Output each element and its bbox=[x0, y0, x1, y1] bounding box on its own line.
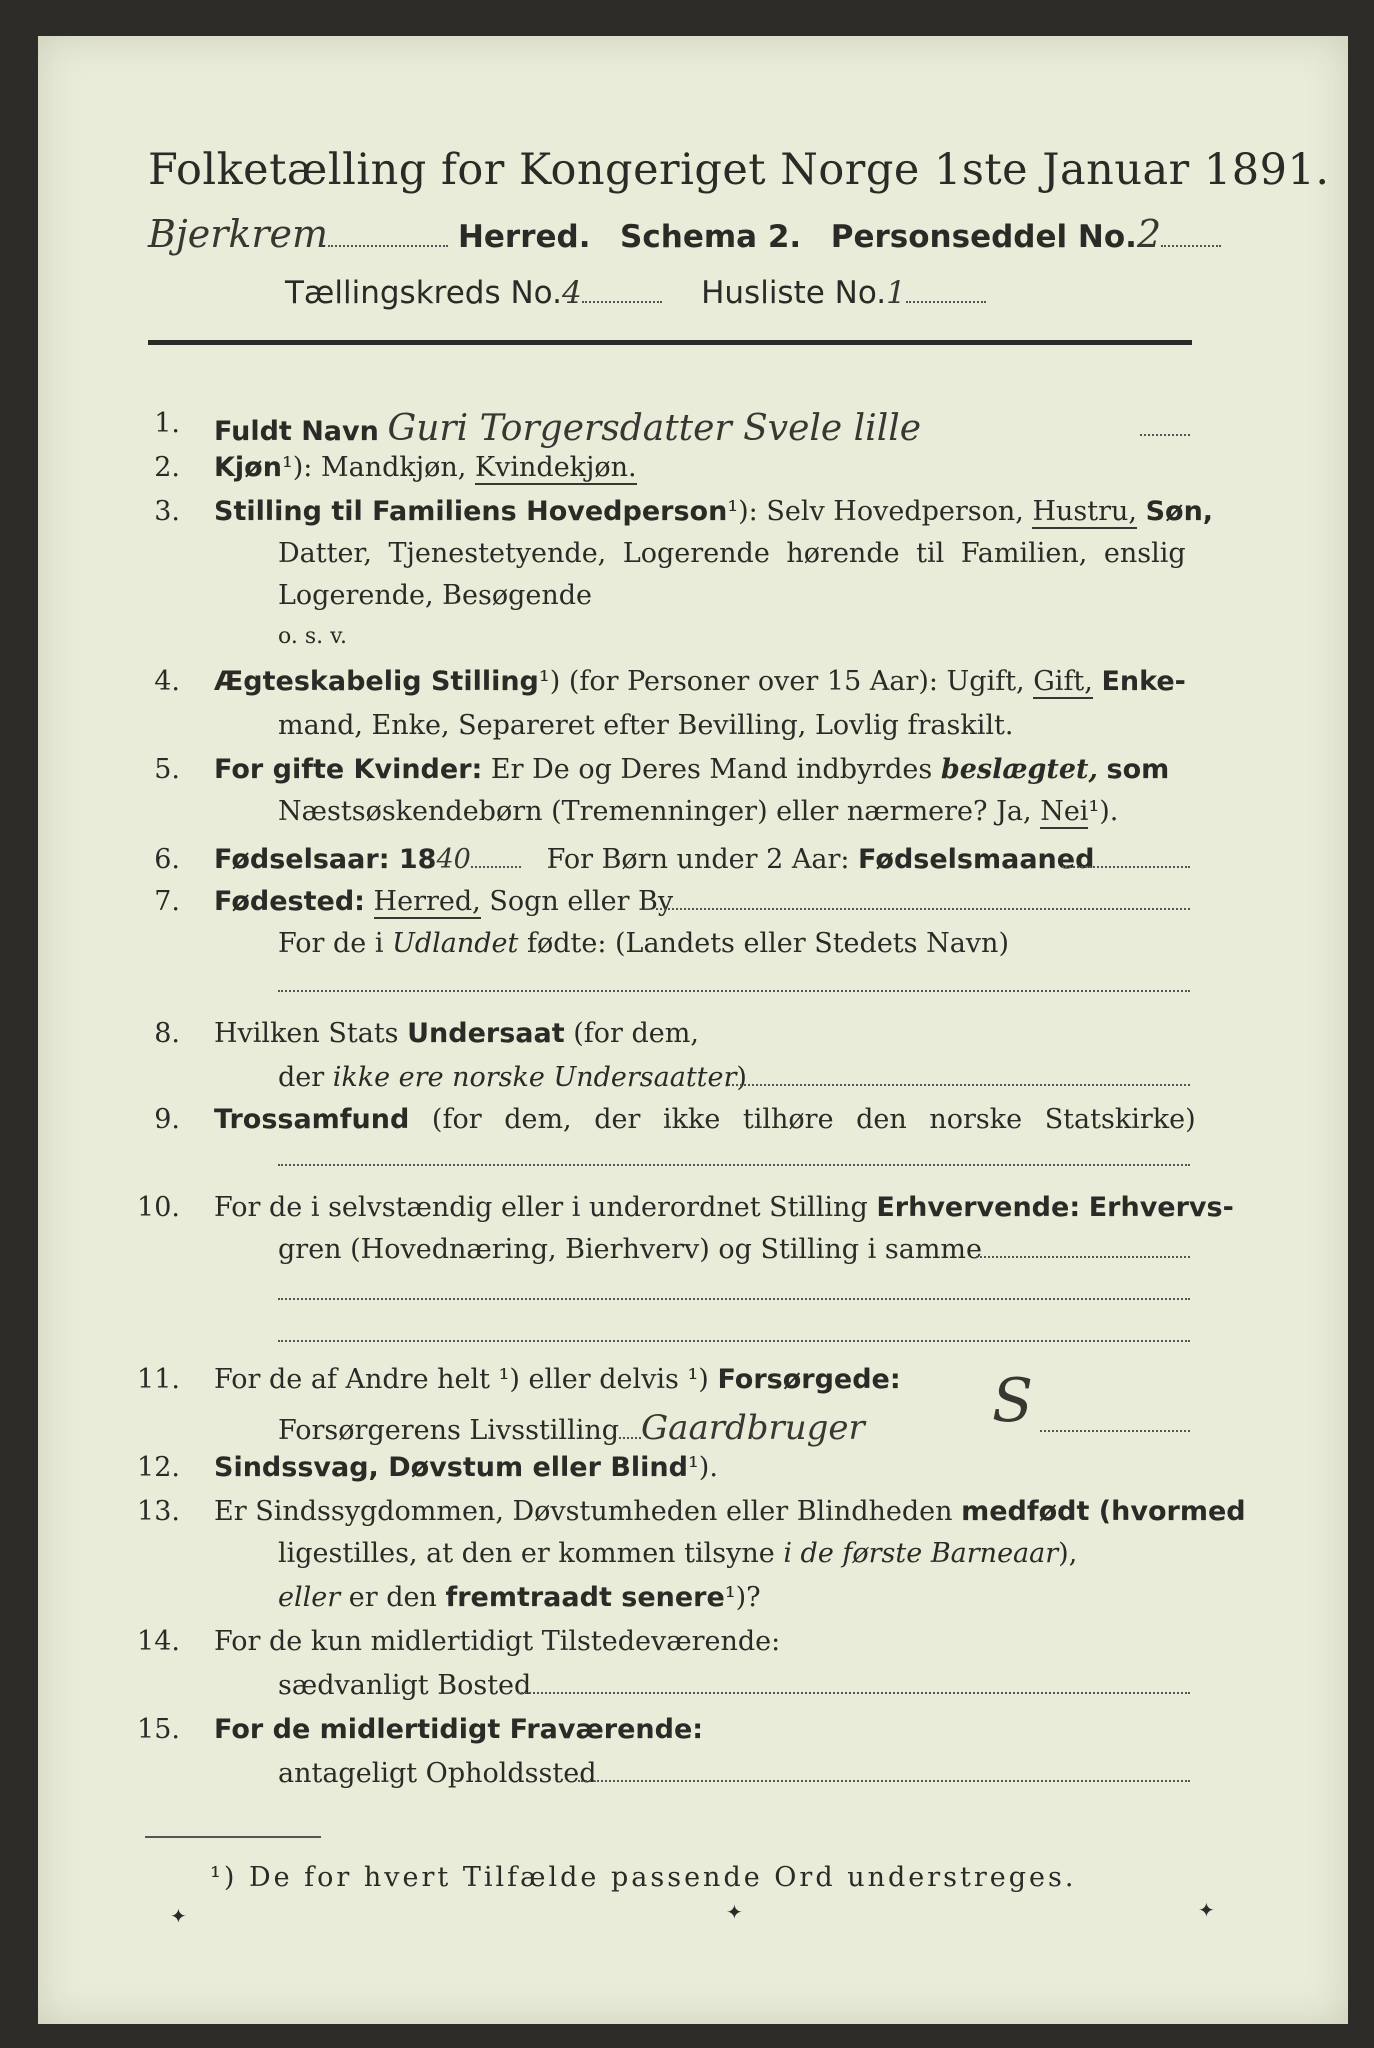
fill-line bbox=[1040, 1428, 1190, 1432]
fill-line bbox=[278, 1338, 1190, 1342]
fill-line bbox=[578, 1778, 1190, 1782]
item-7-continuation: For de i Udlandet fødte: (Landets eller Stedets Navn) bbox=[278, 928, 1009, 959]
item-8-continuation: der ikke ere norske Undersaatter) bbox=[278, 1062, 747, 1093]
item-label: Ægteskabelig Stilling bbox=[214, 666, 539, 697]
item-13-continuation: eller er den fremtraadt senere¹)? bbox=[278, 1582, 761, 1613]
underlined-choice: Herred, bbox=[373, 886, 481, 917]
item-number: 11. bbox=[137, 1364, 180, 1395]
punch-mark: ✦ bbox=[726, 1900, 743, 1924]
item-number: 1. bbox=[154, 408, 180, 439]
fill-line bbox=[728, 1082, 1190, 1086]
item-number: 15. bbox=[137, 1714, 180, 1745]
fill-line bbox=[1062, 864, 1190, 868]
footnote-divider bbox=[145, 1836, 321, 1838]
footnote: ¹) De for hvert Tilfælde passende Ord understreges. bbox=[210, 1862, 1077, 1893]
provider-occupation-value: Gaardbruger bbox=[641, 1408, 865, 1448]
item-9: Trossamfund (for dem, der ikke tilhøre den norske Statskirke) bbox=[214, 1104, 1196, 1135]
birth-year-value: 40 bbox=[436, 844, 471, 875]
item-label: For gifte Kvinder: bbox=[214, 754, 483, 785]
husliste-label: Husliste No. bbox=[701, 275, 887, 311]
item-15-continuation: antageligt Opholdssted bbox=[278, 1758, 597, 1789]
item-number: 4. bbox=[154, 666, 180, 697]
item-number: 10. bbox=[137, 1192, 180, 1223]
item-14-continuation: sædvanligt Bosted bbox=[278, 1670, 532, 1701]
item-label: Trossamfund bbox=[214, 1104, 410, 1135]
herred-value: Bjerkrem bbox=[148, 212, 329, 256]
kreds-label: Tællingskreds No. bbox=[285, 275, 562, 311]
item-label: For de midlertidigt Fraværende: bbox=[214, 1714, 704, 1745]
item-5-continuation: Næstsøskendebørn (Tremenninger) eller nærmere? Ja, Nei¹). bbox=[278, 796, 1119, 827]
personseddel-label: Personseddel No. bbox=[830, 219, 1137, 255]
item-label: Fuldt Navn bbox=[214, 416, 379, 447]
item-3-continuation: Datter, Tjenestetyende, Logerende hørende til Familien, enslig bbox=[278, 538, 1186, 569]
item-3-continuation: o. s. v. bbox=[278, 624, 347, 649]
punch-mark: ✦ bbox=[1198, 1898, 1215, 1922]
item-number: 12. bbox=[137, 1452, 180, 1483]
item-label: Stilling til Familiens Hovedperson bbox=[214, 496, 728, 527]
personseddel-value: 2 bbox=[1136, 212, 1162, 256]
item-8: Hvilken Stats Undersaat (for dem, bbox=[214, 1018, 699, 1049]
item-number: 5. bbox=[154, 754, 180, 785]
underlined-choice: Hustru, bbox=[1032, 496, 1137, 527]
header-herred-line bbox=[148, 212, 1221, 256]
punch-mark: ✦ bbox=[170, 1904, 187, 1928]
item-1 bbox=[214, 408, 921, 449]
handwritten-mark: S bbox=[992, 1366, 1034, 1436]
item-13-continuation: ligestilles, at den er kommen tilsyne i de første Barneaar), bbox=[278, 1538, 1078, 1569]
item-number: 14. bbox=[137, 1626, 180, 1657]
item-number: 9. bbox=[154, 1104, 180, 1135]
fill-line bbox=[976, 1254, 1190, 1258]
item-label: Kjøn bbox=[214, 452, 282, 483]
item-label: For de i selvstændig eller i underordnet Stilling bbox=[214, 1192, 868, 1223]
item-14 bbox=[214, 1626, 780, 1657]
header-divider bbox=[148, 340, 1192, 345]
full-name-value: Guri Torgersdatter Svele lille bbox=[387, 408, 922, 449]
fill-line bbox=[656, 906, 1190, 910]
item-label: Fødselsaar: 18 bbox=[214, 844, 437, 875]
item-11: For de af Andre helt ¹) eller delvis ¹) Forsørgede: bbox=[214, 1364, 901, 1395]
item-2: Kjøn¹): Mandkjøn, Kvindekjøn. bbox=[214, 452, 637, 483]
fill-line bbox=[278, 1162, 1190, 1166]
item-4-continuation: mand, Enke, Separeret efter Bevilling, Lovlig fraskilt. bbox=[278, 710, 1014, 741]
fill-line bbox=[278, 1296, 1190, 1300]
underlined-choice: Kvindekjøn. bbox=[474, 452, 637, 483]
item-number: 6. bbox=[154, 844, 180, 875]
item-number: 8. bbox=[154, 1018, 180, 1049]
item-3-continuation: Logerende, Besøgende bbox=[278, 580, 592, 611]
item-15 bbox=[214, 1714, 703, 1745]
item-label: For de kun midlertidigt Tilstedeværende: bbox=[214, 1626, 781, 1657]
item-12: Sindssvag, Døvstum eller Blind¹). bbox=[214, 1452, 718, 1483]
item-number: 3. bbox=[154, 496, 180, 527]
item-10-continuation: gren (Hovednæring, Bierhverv) og Stilling i samme bbox=[278, 1234, 983, 1265]
schema-label: Schema 2. bbox=[620, 219, 802, 255]
underlined-choice: Gift, bbox=[1033, 666, 1093, 697]
header-kreds-line bbox=[285, 275, 986, 311]
fill-line bbox=[1140, 432, 1190, 436]
item-4: Ægteskabelig Stilling¹) (for Personer over 15 Aar): Ugift, Gift, Enke- bbox=[214, 666, 1186, 697]
herred-label: Herred. bbox=[457, 219, 591, 255]
item-5: For gifte Kvinder: Er De og Deres Mand indbyrdes beslægtet, som bbox=[214, 754, 1170, 785]
item-7: Fødested: Herred, Sogn eller By bbox=[214, 886, 674, 917]
husliste-value: 1 bbox=[886, 275, 906, 311]
fill-line bbox=[518, 1690, 1190, 1694]
item-number: 13. bbox=[137, 1496, 180, 1527]
item-6: Fødselsaar: 1840 For Børn under 2 Aar: Fødselsmaaned bbox=[214, 844, 1095, 875]
underlined-choice: Nei bbox=[1040, 796, 1089, 827]
item-11-continuation: Forsørgerens Livsstilling Gaardbruger bbox=[278, 1408, 865, 1448]
form-title: Folketælling for Kongeriget Norge 1ste Januar 1891. bbox=[148, 145, 1330, 195]
fill-line bbox=[278, 988, 1190, 992]
item-3: Stilling til Familiens Hovedperson¹): Selv Hovedperson, Hustru, Søn, bbox=[214, 496, 1214, 527]
item-number: 2. bbox=[154, 452, 180, 483]
item-number: 7. bbox=[154, 886, 180, 917]
kreds-value: 4 bbox=[561, 275, 582, 311]
item-13: Er Sindssygdommen, Døvstumheden eller Blindheden medfødt (hvormed bbox=[214, 1496, 1246, 1527]
item-label: For de af Andre helt ¹) eller delvis ¹) bbox=[214, 1364, 709, 1395]
item-label: Sindssvag, Døvstum eller Blind bbox=[214, 1452, 688, 1483]
item-10: For de i selvstændig eller i underordnet Stilling Erhvervende: Erhvervs- bbox=[214, 1192, 1234, 1223]
item-label: Hvilken Stats bbox=[214, 1018, 399, 1049]
item-label: Er Sindssygdommen, Døvstumheden eller Blindheden bbox=[214, 1496, 953, 1527]
item-label: Fødested: bbox=[214, 886, 365, 917]
